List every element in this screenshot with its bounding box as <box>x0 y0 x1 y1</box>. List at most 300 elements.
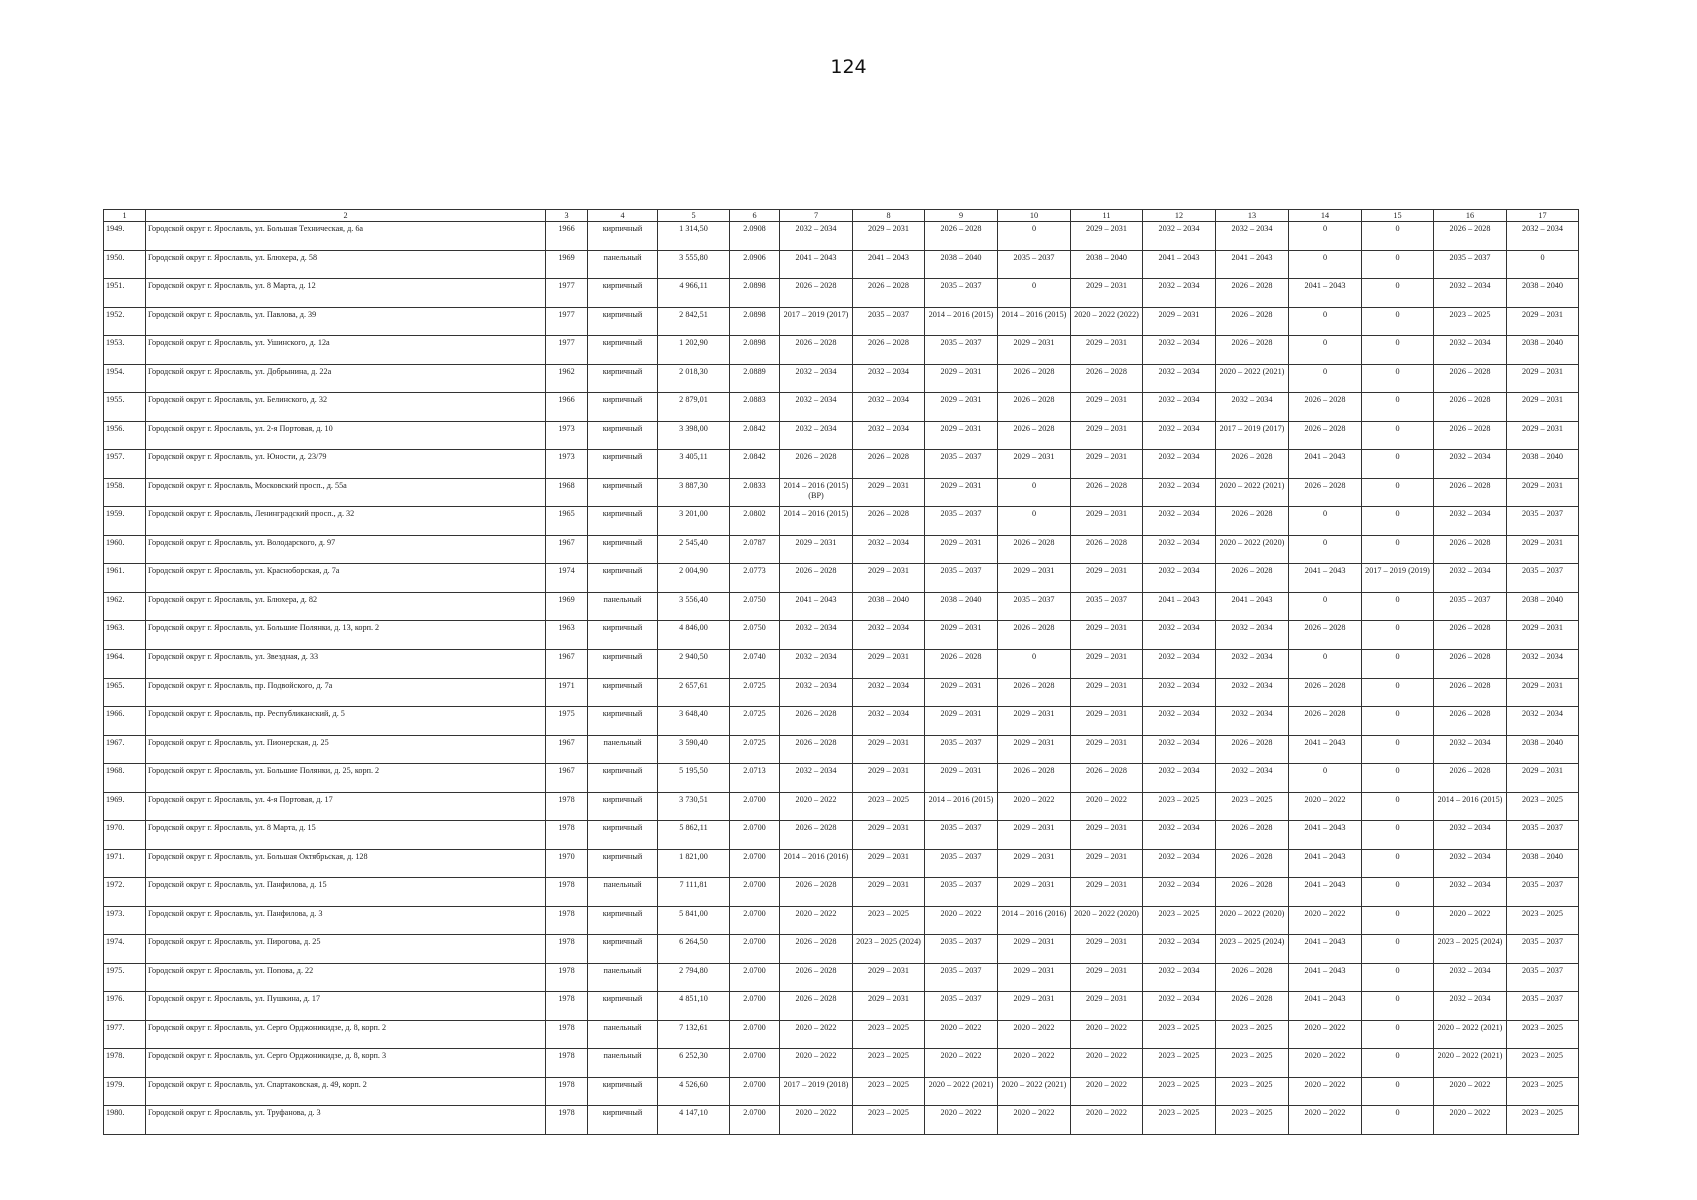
table-cell: 2026 – 2028 <box>1071 364 1143 393</box>
table-row <box>104 421 1579 450</box>
table-cell: 2.0700 <box>730 849 780 878</box>
table-cell: 0 <box>1362 478 1434 507</box>
table-cell: 1978 <box>546 992 588 1021</box>
table-cell: 2.0787 <box>730 535 780 564</box>
table-cell: 1978 <box>546 1049 588 1078</box>
table-cell: Городской округ г. Ярославль, ул. Панфилова, д. 15 <box>146 878 546 907</box>
table-cell: 2020 – 2022 <box>1289 1106 1362 1135</box>
column-header: 12 <box>1143 210 1216 222</box>
table-cell: 2029 – 2031 <box>853 849 925 878</box>
table-cell: 2020 – 2022 <box>925 906 998 935</box>
table-cell: кирпичный <box>588 992 658 1021</box>
table-cell: 2032 – 2034 <box>1434 564 1507 593</box>
table-row <box>104 906 1579 935</box>
table-cell: 0 <box>1362 364 1434 393</box>
table-cell: 2038 – 2040 <box>925 592 998 621</box>
table-cell: 2029 – 2031 <box>998 336 1071 365</box>
table-cell: 2029 – 2031 <box>853 564 925 593</box>
table-cell: 1972. <box>104 878 146 907</box>
table-row <box>104 307 1579 336</box>
table-cell: 1964. <box>104 649 146 678</box>
table-cell: 2026 – 2028 <box>1434 364 1507 393</box>
table-row <box>104 364 1579 393</box>
table-cell: 4 846,00 <box>658 621 730 650</box>
table-cell: 2020 – 2022 <box>780 906 853 935</box>
table-cell: 2032 – 2034 <box>1216 707 1289 736</box>
table-row <box>104 1077 1579 1106</box>
table-cell: 2032 – 2034 <box>853 621 925 650</box>
table-cell: 3 590,40 <box>658 735 730 764</box>
table-cell: 0 <box>1289 592 1362 621</box>
table-cell: 2032 – 2034 <box>1507 649 1579 678</box>
table-cell: 2029 – 2031 <box>925 678 998 707</box>
table-cell: 0 <box>1362 450 1434 479</box>
table-cell: 1967 <box>546 535 588 564</box>
table-row <box>104 707 1579 736</box>
table-cell: 1969 <box>546 250 588 279</box>
table-cell: 6 264,50 <box>658 935 730 964</box>
table-cell: 2.0898 <box>730 307 780 336</box>
table-cell: 2029 – 2031 <box>853 764 925 793</box>
table-cell: 0 <box>1289 764 1362 793</box>
table-cell: 2026 – 2028 <box>1434 707 1507 736</box>
table-cell: 4 526,60 <box>658 1077 730 1106</box>
table-cell: 1973. <box>104 906 146 935</box>
table-cell: 2026 – 2028 <box>1071 478 1143 507</box>
table-cell: 2020 – 2022 <box>780 1049 853 1078</box>
table-cell: 2032 – 2034 <box>1143 992 1216 1021</box>
table-cell: 7 111,81 <box>658 878 730 907</box>
column-header: 5 <box>658 210 730 222</box>
table-cell: 2029 – 2031 <box>1071 735 1143 764</box>
table-cell: 2026 – 2028 <box>780 821 853 850</box>
table-cell: 1968 <box>546 478 588 507</box>
table-cell: Городской округ г. Ярославль, ул. Серго Орджоникидзе, д. 8, корп. 3 <box>146 1049 546 1078</box>
table-cell: 2032 – 2034 <box>1143 649 1216 678</box>
table-cell: 2032 – 2034 <box>780 364 853 393</box>
table-cell: 0 <box>1362 421 1434 450</box>
table-cell: 0 <box>1362 849 1434 878</box>
table-cell: Городской округ г. Ярославль, ул. Юности, д. 23/79 <box>146 450 546 479</box>
table-cell: 2 018,30 <box>658 364 730 393</box>
table-row <box>104 649 1579 678</box>
table-cell: 2032 – 2034 <box>1143 935 1216 964</box>
table-cell: 0 <box>998 649 1071 678</box>
table-row <box>104 450 1579 479</box>
table-cell: 2035 – 2037 <box>1434 592 1507 621</box>
table-cell: панельный <box>588 963 658 992</box>
table-cell: 2029 – 2031 <box>1507 678 1579 707</box>
table-cell: 1977. <box>104 1020 146 1049</box>
table-cell: 3 555,80 <box>658 250 730 279</box>
table-cell: 2020 – 2022 <box>780 1106 853 1135</box>
table-cell: кирпичный <box>588 821 658 850</box>
table-cell: 2041 – 2043 <box>1143 250 1216 279</box>
table-cell: 2.0889 <box>730 364 780 393</box>
table-cell: 2029 – 2031 <box>853 222 925 251</box>
table-cell: 2020 – 2022 (2021) <box>1434 1020 1507 1049</box>
table-cell: 0 <box>1362 649 1434 678</box>
table-cell: панельный <box>588 1049 658 1078</box>
table-cell: 2026 – 2028 <box>1434 678 1507 707</box>
table-cell: 2041 – 2043 <box>1143 592 1216 621</box>
table-cell: Городской округ г. Ярославль, ул. Пионерская, д. 25 <box>146 735 546 764</box>
table-cell: 2.0898 <box>730 279 780 308</box>
table-cell: 0 <box>1289 649 1362 678</box>
table-cell: 2023 – 2025 <box>1143 1077 1216 1106</box>
table-cell: 2023 – 2025 <box>853 1020 925 1049</box>
table-cell: 2032 – 2034 <box>853 364 925 393</box>
table-cell: 2032 – 2034 <box>853 535 925 564</box>
table-cell: 2.0700 <box>730 963 780 992</box>
table-cell: 2 794,80 <box>658 963 730 992</box>
table-cell: 1978. <box>104 1049 146 1078</box>
table-cell: 2035 – 2037 <box>1507 878 1579 907</box>
table-cell: 1971. <box>104 849 146 878</box>
table-cell: 0 <box>1362 1077 1434 1106</box>
table-row <box>104 935 1579 964</box>
table-cell: 2020 – 2022 <box>1289 1020 1362 1049</box>
table-cell: 0 <box>1362 535 1434 564</box>
table-cell: 2020 – 2022 <box>1289 906 1362 935</box>
table-cell: 1979. <box>104 1077 146 1106</box>
table-cell: Городской округ г. Ярославль, ул. Пирогова, д. 25 <box>146 935 546 964</box>
table-cell: 2029 – 2031 <box>925 764 998 793</box>
table-cell: 2 940,50 <box>658 649 730 678</box>
table-cell: 2035 – 2037 <box>925 878 998 907</box>
table-cell: 2041 – 2043 <box>1289 878 1362 907</box>
table-cell: 0 <box>1289 535 1362 564</box>
table-cell: 2020 – 2022 (2020) <box>1071 906 1143 935</box>
table-cell: 2020 – 2022 (2021) <box>1216 364 1289 393</box>
table-cell: 2032 – 2034 <box>1143 707 1216 736</box>
table-cell: 2032 – 2034 <box>853 707 925 736</box>
table-cell: 2035 – 2037 <box>998 250 1071 279</box>
table-cell: 2.0750 <box>730 621 780 650</box>
table-cell: 2023 – 2025 <box>1143 906 1216 935</box>
table-cell: 2026 – 2028 <box>1434 621 1507 650</box>
table-cell: 2026 – 2028 <box>998 364 1071 393</box>
table-cell: 2.0802 <box>730 507 780 536</box>
table-cell: 2026 – 2028 <box>780 992 853 1021</box>
table-row <box>104 592 1579 621</box>
table-row <box>104 393 1579 422</box>
table-cell: 2029 – 2031 <box>1507 393 1579 422</box>
table-cell: 2032 – 2034 <box>1143 735 1216 764</box>
table-cell: Городской округ г. Ярославль, ул. Большие Полянки, д. 13, корп. 2 <box>146 621 546 650</box>
table-cell: 2032 – 2034 <box>1143 963 1216 992</box>
table-cell: кирпичный <box>588 393 658 422</box>
table-cell: 1966 <box>546 222 588 251</box>
table-cell: 2029 – 2031 <box>1071 878 1143 907</box>
table-cell: 2032 – 2034 <box>780 393 853 422</box>
table-cell: 1967 <box>546 764 588 793</box>
table-cell: 2026 – 2028 <box>780 564 853 593</box>
table-cell: 2029 – 2031 <box>853 992 925 1021</box>
table-cell: 4 966,11 <box>658 279 730 308</box>
table-cell: 1955. <box>104 393 146 422</box>
table-cell: 0 <box>1289 307 1362 336</box>
table-cell: 0 <box>1362 992 1434 1021</box>
table-cell: Городской округ г. Ярославль, ул. 8 Марта, д. 12 <box>146 279 546 308</box>
table-cell: 2023 – 2025 <box>853 1077 925 1106</box>
table-cell: 2020 – 2022 (2022) <box>1071 307 1143 336</box>
table-cell: 2032 – 2034 <box>1216 649 1289 678</box>
table-cell: 2020 – 2022 <box>1434 1106 1507 1135</box>
table-cell: 2020 – 2022 (2021) <box>925 1077 998 1106</box>
table-cell: 2032 – 2034 <box>1143 678 1216 707</box>
table-cell: Городской округ г. Ярославль, ул. Пушкина, д. 17 <box>146 992 546 1021</box>
table-cell: 2026 – 2028 <box>998 535 1071 564</box>
table-cell: 2032 – 2034 <box>1143 535 1216 564</box>
table-cell: 2029 – 2031 <box>1507 421 1579 450</box>
table-cell: 2020 – 2022 (2021) <box>1434 1049 1507 1078</box>
table-cell: 2029 – 2031 <box>998 735 1071 764</box>
table-cell: 2032 – 2034 <box>1434 821 1507 850</box>
table-cell: 2023 – 2025 <box>1507 1106 1579 1135</box>
table-cell: 2029 – 2031 <box>998 849 1071 878</box>
table-cell: 2032 – 2034 <box>1143 336 1216 365</box>
table-cell: 2023 – 2025 <box>853 792 925 821</box>
table-cell: 0 <box>1362 279 1434 308</box>
table-cell: 2020 – 2022 <box>998 1106 1071 1135</box>
table-cell: 2035 – 2037 <box>1507 564 1579 593</box>
table-cell: 2017 – 2019 (2017) <box>1216 421 1289 450</box>
table-cell: 2026 – 2028 <box>1216 336 1289 365</box>
table-cell: 2032 – 2034 <box>1434 279 1507 308</box>
table-cell: 2029 – 2031 <box>925 478 998 507</box>
table-cell: Городской округ г. Ярославль, ул. Добрынина, д. 22а <box>146 364 546 393</box>
table-cell: 2020 – 2022 <box>780 1020 853 1049</box>
table-cell: 2014 – 2016 (2016) <box>780 849 853 878</box>
table-cell: 2020 – 2022 <box>1289 792 1362 821</box>
table-cell: 2029 – 2031 <box>998 878 1071 907</box>
table-cell: 0 <box>998 478 1071 507</box>
table-cell: 1978 <box>546 935 588 964</box>
table-cell: 2014 – 2016 (2016) <box>998 906 1071 935</box>
table-cell: 2026 – 2028 <box>998 678 1071 707</box>
table-cell: 2032 – 2034 <box>1143 507 1216 536</box>
table-cell: 0 <box>1362 735 1434 764</box>
table-cell: 2035 – 2037 <box>853 307 925 336</box>
table-cell: 2026 – 2028 <box>780 935 853 964</box>
table-cell: 2041 – 2043 <box>1289 935 1362 964</box>
table-cell: 2032 – 2034 <box>1434 849 1507 878</box>
table-row <box>104 821 1579 850</box>
table-cell: 7 132,61 <box>658 1020 730 1049</box>
table-cell: кирпичный <box>588 564 658 593</box>
table-cell: 2023 – 2025 <box>1216 1077 1289 1106</box>
table-cell: 2035 – 2037 <box>1434 250 1507 279</box>
column-header: 2 <box>146 210 546 222</box>
table-cell: Городской округ г. Ярославль, ул. Звездная, д. 33 <box>146 649 546 678</box>
table-cell: 3 648,40 <box>658 707 730 736</box>
table-cell: 2014 – 2016 (2015) (ВР) <box>780 478 853 507</box>
column-header: 15 <box>1362 210 1434 222</box>
table-cell: 2020 – 2022 <box>1071 792 1143 821</box>
table-cell: 2029 – 2031 <box>1071 821 1143 850</box>
table-cell: 1962. <box>104 592 146 621</box>
table-cell: 2026 – 2028 <box>853 336 925 365</box>
table-cell: кирпичный <box>588 450 658 479</box>
table-cell: 2026 – 2028 <box>1216 307 1289 336</box>
table-row <box>104 878 1579 907</box>
table-cell: 0 <box>998 279 1071 308</box>
table-cell: 0 <box>1362 507 1434 536</box>
table-cell: 2032 – 2034 <box>1143 764 1216 793</box>
table-cell: 2.0773 <box>730 564 780 593</box>
table-cell: 2023 – 2025 <box>1216 1106 1289 1135</box>
table-cell: 2.0842 <box>730 450 780 479</box>
table-cell: 2041 – 2043 <box>1216 250 1289 279</box>
table-cell: Городской округ г. Ярославль, ул. Блюхера, д. 58 <box>146 250 546 279</box>
table-cell: Городской округ г. Ярославль, ул. Спартаковская, д. 49, корп. 2 <box>146 1077 546 1106</box>
table-cell: 2026 – 2028 <box>1434 478 1507 507</box>
table-cell: 2029 – 2031 <box>1071 279 1143 308</box>
table-cell: 2029 – 2031 <box>998 450 1071 479</box>
table-cell: кирпичный <box>588 421 658 450</box>
table-cell: кирпичный <box>588 792 658 821</box>
table-cell: 2029 – 2031 <box>1507 535 1579 564</box>
table-cell: 2032 – 2034 <box>1143 478 1216 507</box>
table-cell: 2.0898 <box>730 336 780 365</box>
table-cell: 2029 – 2031 <box>998 963 1071 992</box>
table-cell: 0 <box>1362 621 1434 650</box>
table-cell: 3 887,30 <box>658 478 730 507</box>
table-cell: 1976. <box>104 992 146 1021</box>
table-row <box>104 678 1579 707</box>
header-row <box>104 210 1579 222</box>
table-cell: 6 252,30 <box>658 1049 730 1078</box>
table-cell: 2026 – 2028 <box>1289 393 1362 422</box>
table-row <box>104 279 1579 308</box>
table-cell: 2038 – 2040 <box>1507 849 1579 878</box>
table-cell: 2026 – 2028 <box>1216 450 1289 479</box>
table-row <box>104 336 1579 365</box>
table-cell: 2023 – 2025 <box>1143 1106 1216 1135</box>
table-cell: 2026 – 2028 <box>780 735 853 764</box>
table-cell: 2026 – 2028 <box>1216 735 1289 764</box>
table-cell: 2029 – 2031 <box>1071 507 1143 536</box>
table-cell: 2029 – 2031 <box>1507 364 1579 393</box>
table-cell: 2023 – 2025 <box>1507 792 1579 821</box>
table-row <box>104 478 1579 507</box>
table-cell: кирпичный <box>588 707 658 736</box>
table-cell: 2014 – 2016 (2015) <box>998 307 1071 336</box>
table-row <box>104 1106 1579 1135</box>
table-cell: 2023 – 2025 <box>1143 1049 1216 1078</box>
table-cell: 2035 – 2037 <box>925 279 998 308</box>
table-row <box>104 564 1579 593</box>
table-cell: 1963. <box>104 621 146 650</box>
table-cell: 2023 – 2025 <box>1216 1049 1289 1078</box>
table-cell: кирпичный <box>588 678 658 707</box>
table-cell: кирпичный <box>588 364 658 393</box>
table-cell: 2026 – 2028 <box>1216 564 1289 593</box>
table-cell: 2032 – 2034 <box>780 764 853 793</box>
table-cell: 0 <box>1362 878 1434 907</box>
table-cell: 2026 – 2028 <box>1434 393 1507 422</box>
table-cell: 2035 – 2037 <box>925 849 998 878</box>
table-cell: 2041 – 2043 <box>853 250 925 279</box>
table-cell: 2026 – 2028 <box>998 421 1071 450</box>
table-cell: 2 545,40 <box>658 535 730 564</box>
table-cell: 2041 – 2043 <box>1289 279 1362 308</box>
table-cell: 2029 – 2031 <box>1071 992 1143 1021</box>
table-cell: 2.0833 <box>730 478 780 507</box>
table-cell: 2035 – 2037 <box>925 735 998 764</box>
table-cell: 2029 – 2031 <box>998 935 1071 964</box>
table-cell: 0 <box>1362 963 1434 992</box>
table-cell: 2026 – 2028 <box>780 707 853 736</box>
table-cell: 3 730,51 <box>658 792 730 821</box>
table-cell: 0 <box>1362 393 1434 422</box>
table-cell: Городской округ г. Ярославль, ул. Красноборская, д. 7а <box>146 564 546 593</box>
table-cell: 2026 – 2028 <box>853 507 925 536</box>
table-cell: 1978 <box>546 821 588 850</box>
table-cell: 2029 – 2031 <box>1071 935 1143 964</box>
table-cell: 2029 – 2031 <box>998 564 1071 593</box>
table-cell: Городской округ г. Ярославль, ул. Труфанова, д. 3 <box>146 1106 546 1135</box>
table-cell: Городской округ г. Ярославль, ул. Большие Полянки, д. 25, корп. 2 <box>146 764 546 793</box>
table-cell: 1967 <box>546 735 588 764</box>
table-cell: 2032 – 2034 <box>1143 421 1216 450</box>
table-cell: 0 <box>1362 592 1434 621</box>
table-cell: 1974 <box>546 564 588 593</box>
column-header: 11 <box>1071 210 1143 222</box>
table-cell: Городской округ г. Ярославль, пр. Республиканский, д. 5 <box>146 707 546 736</box>
table-cell: кирпичный <box>588 307 658 336</box>
table-cell: 2035 – 2037 <box>925 992 998 1021</box>
table-cell: кирпичный <box>588 478 658 507</box>
column-header: 13 <box>1216 210 1289 222</box>
table-cell: 2029 – 2031 <box>998 821 1071 850</box>
table-cell: 2029 – 2031 <box>1071 678 1143 707</box>
table-cell: 0 <box>1289 222 1362 251</box>
table-cell: кирпичный <box>588 906 658 935</box>
table-cell: 2029 – 2031 <box>853 878 925 907</box>
table-cell: 1956. <box>104 421 146 450</box>
column-header: 16 <box>1434 210 1507 222</box>
table-cell: 2035 – 2037 <box>1507 821 1579 850</box>
table-cell: 2 842,51 <box>658 307 730 336</box>
table-cell: 3 201,00 <box>658 507 730 536</box>
table-cell: 4 851,10 <box>658 992 730 1021</box>
table-cell: панельный <box>588 735 658 764</box>
table-cell: 2020 – 2022 <box>1071 1020 1143 1049</box>
table-cell: 1977 <box>546 279 588 308</box>
table-cell: 2035 – 2037 <box>1071 592 1143 621</box>
table-cell: 0 <box>1362 222 1434 251</box>
table-cell: кирпичный <box>588 1106 658 1135</box>
table-cell: 1958. <box>104 478 146 507</box>
table-row <box>104 535 1579 564</box>
table-cell: 2.0750 <box>730 592 780 621</box>
table-cell: 1970. <box>104 821 146 850</box>
column-header: 17 <box>1507 210 1579 222</box>
table-cell: кирпичный <box>588 935 658 964</box>
table-cell: 2032 – 2034 <box>780 678 853 707</box>
table-cell: 1975. <box>104 963 146 992</box>
table-cell: 2026 – 2028 <box>1216 992 1289 1021</box>
table-cell: 5 841,00 <box>658 906 730 935</box>
table-cell: Городской округ г. Ярославль, ул. 2-я Портовая, д. 10 <box>146 421 546 450</box>
table-cell: 2035 – 2037 <box>925 336 998 365</box>
table-cell: Городской округ г. Ярославль, ул. Большая Октябрьская, д. 128 <box>146 849 546 878</box>
table-cell: 2032 – 2034 <box>1143 279 1216 308</box>
table-cell: 2032 – 2034 <box>1143 364 1216 393</box>
table-cell: 2.0700 <box>730 1077 780 1106</box>
